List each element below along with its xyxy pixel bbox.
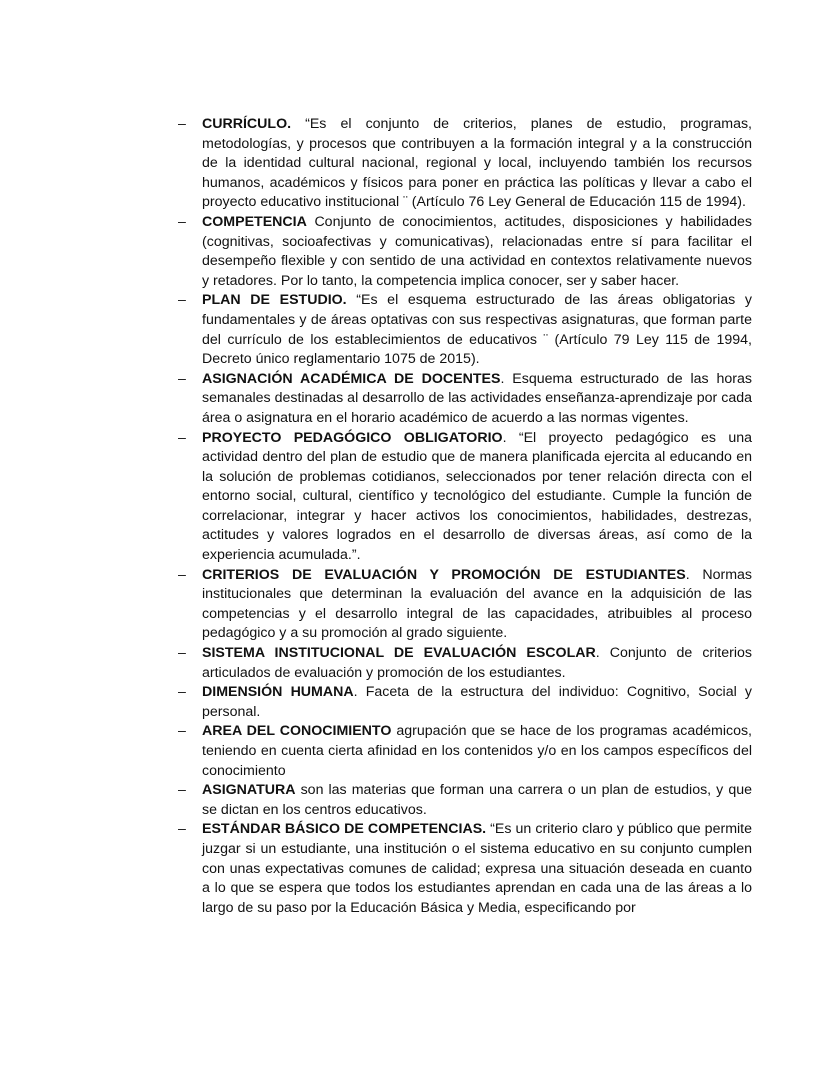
definition-dimension-humana	[176, 683, 752, 722]
definition-asignacion-academica	[176, 370, 752, 429]
definition-term: ASIGNATURA	[202, 782, 296, 799]
definition-area-conocimiento	[176, 722, 752, 781]
definition-text: . Normas institucionales que determinan la evaluación del avance en la adquisición de las competencias y el desarrollo integral de las capacidades, atribuibles al proceso pedagógico y a su promoción al grado siguiente.	[202, 566, 753, 642]
definition-text: . Conjunto de criterios articulados de evaluación y promoción de los estudiantes.	[202, 645, 752, 681]
definition-term: PLAN DE ESTUDIO.	[202, 292, 347, 309]
definition-term: CURRÍCULO.	[202, 116, 292, 132]
definitions-list	[176, 115, 752, 918]
definition-curriculo	[176, 115, 752, 213]
definition-term: ESTÁNDAR BÁSICO DE COMPETENCIAS.	[202, 821, 487, 838]
dash-bullet: –	[178, 566, 186, 583]
dash-bullet: –	[178, 429, 186, 446]
definition-text: son las materias que forman una carrera o un plan de estudios, y que se dictan en los centros educativos.	[202, 782, 752, 818]
definition-estandar-basico	[176, 820, 752, 918]
definition-text: . Faceta de la estructura del individuo: Cognitivo, Social y personal.	[202, 684, 753, 720]
dash-bullet: –	[178, 645, 186, 662]
definition-asignatura	[176, 781, 752, 820]
dash-bullet: –	[178, 684, 186, 701]
definition-text: . “El proyecto pedagógico es una actividad dentro del plan de estudio que de manera planificada ejercita al educando en la solución de problemas cotidianos, seleccionados por tener relación directa con el entorno social, cultural, científico y tecnológico del estudiante. Cumple la función de correlacionar, integrar y hacer activos los conocimientos, habilidades, destrezas, actitudes y valores logrados en el desarrollo de diversas áreas, así como de la experiencia acumulada.”.	[202, 429, 752, 564]
definition-term: CRITERIOS DE EVALUACIÓN Y PROMOCIÓN DE ESTUDIANTES	[202, 566, 686, 583]
definition-sistema-institucional	[176, 644, 752, 683]
definition-plan-de-estudio	[176, 291, 752, 369]
definition-term: PROYECTO PEDAGÓGICO OBLIGATORIO	[202, 429, 503, 446]
dash-bullet: –	[178, 213, 186, 230]
definition-text: Conjunto de conocimientos, actitudes, disposiciones y habilidades (cognitivas, socioafectivas y comunicativas), relacionadas entre sí para facilitar el desempeño flexible y con sentido de una actividad en contextos relativamente nuevos y retadores. Por lo tanto, la competencia implica conocer, ser y saber hacer.	[202, 213, 752, 289]
definition-text: “Es un criterio claro y público que permite juzgar si un estudiante, una institución o el sistema educativo en su conjunto cumplen con unas expectativas comunes de calidad; expresa una situación deseada en cuanto a lo que se espera que todos los estudiantes aprendan en cada una de las áreas a lo largo de su paso por la Educación Básica y Media, especificando por	[202, 821, 752, 916]
definition-proyecto-pedagogico	[176, 429, 752, 566]
dash-bullet: –	[178, 723, 186, 740]
dash-bullet: –	[178, 821, 186, 838]
definition-term: DIMENSIÓN HUMANA	[202, 684, 354, 701]
definition-term: SISTEMA INSTITUCIONAL DE EVALUACIÓN ESCOLAR	[202, 645, 596, 662]
dash-bullet: –	[178, 782, 186, 799]
definition-text: “Es el esquema estructurado de las áreas obligatorias y fundamentales y de áreas optativas con sus respectivas asignaturas, que forman parte del currículo de los establecimientos de educativos ¨ (Artículo 79 Ley 115 de 1994, Decreto único reglamentario 1075 de 2015).	[202, 292, 752, 368]
definition-term: COMPETENCIA	[202, 213, 307, 230]
definition-text: . Esquema estructurado de las horas semanales destinadas al desarrollo de las actividades enseñanza-aprendizaje por cada área o asignatura en el horario académico de acuerdo a las normas vigentes.	[202, 370, 753, 426]
dash-bullet: –	[178, 292, 186, 309]
definition-criterios-evaluacion	[176, 566, 752, 644]
definition-text: agrupación que se hace de los programas académicos, teniendo en cuenta cierta afinidad en los contenidos y/o en los campos específicos del conocimiento	[202, 723, 752, 779]
dash-bullet: –	[178, 370, 186, 387]
definition-text: “Es el conjunto de criterios, planes de estudio, programas, metodologías, y procesos que contribuyen a la formación integral y a la construcción de la identidad cultural nacional, regional y local, incluyendo también los recursos humanos, académicos y físicos para poner en práctica las políticas y llevar a cabo el proyecto educativo institucional ¨ (Artículo 76 Ley General de Educación 115 de 1994).	[202, 116, 752, 211]
definition-competencia	[176, 213, 752, 291]
dash-bullet: –	[178, 116, 186, 132]
definition-term: ASIGNACIÓN ACADÉMICA DE DOCENTES	[202, 370, 501, 387]
definition-term: AREA DEL CONOCIMIENTO	[202, 723, 392, 740]
